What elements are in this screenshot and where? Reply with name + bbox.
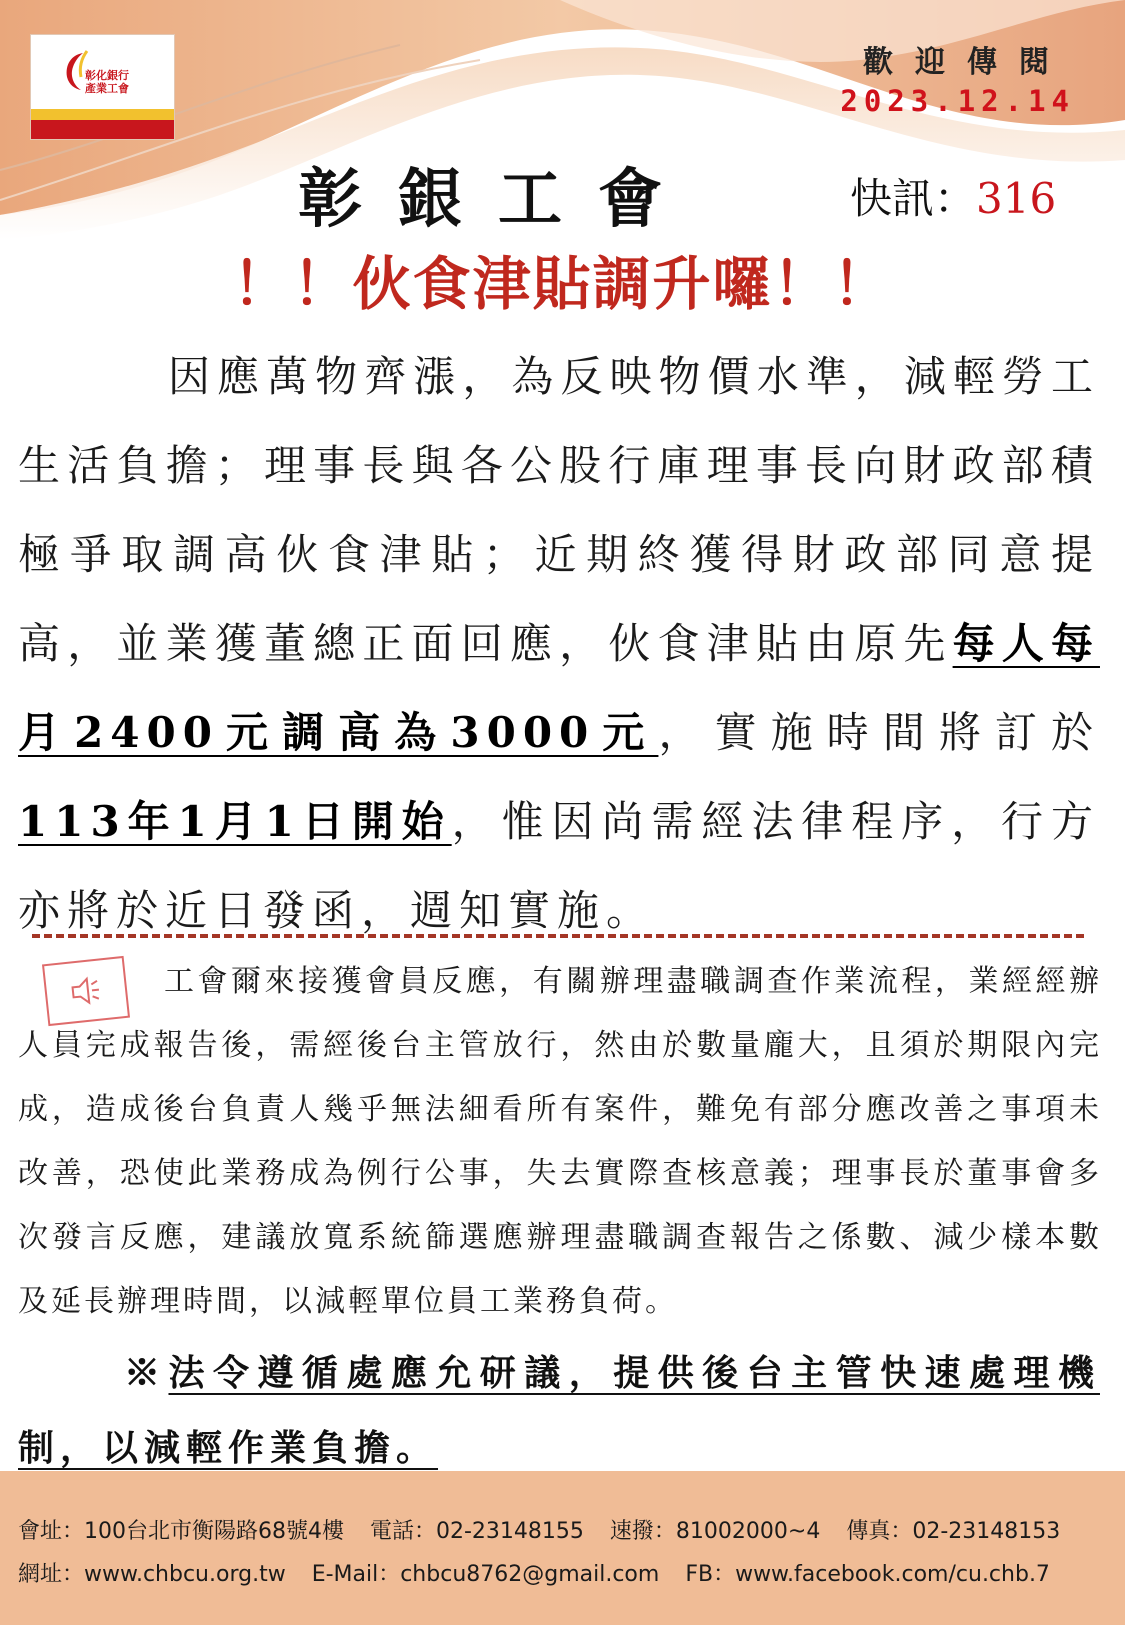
main-paragraph xyxy=(18,332,1100,955)
issue-date: 2023.12.14 xyxy=(840,84,1075,118)
footer-website[interactable]: 網址：www.chbcu.org.tw xyxy=(18,1562,286,1587)
secondary-paragraph: 工會爾來接獲會員反應，有關辦理盡職調查作業流程，業經經辦人員完成報告後，需經後台主管放行，然由於數量龐大，且須於期限內完成，造成後台負責人幾乎無法細看所有案件，難免有部分應改善之事項未改善，恐使此業務成為例行公事，失去實際查核意義；理事長於董事會多次發言反應，建議放寬系統篩選應辦理盡職調查報告之係數、減少樣本數及延長辦理時間，以減輕單位員工業務負荷。 xyxy=(18,964,1102,1319)
main-article xyxy=(18,332,1100,955)
footer-address: 會址：100台北市衡陽路68號4樓 xyxy=(18,1519,344,1544)
logo-text-line2: 產業工會 xyxy=(85,82,129,95)
issue-number: 316 xyxy=(976,174,1057,223)
main-text-part3: ，惟因尚需經法律程序，行方亦將於近日發函，週知實施。 xyxy=(18,797,1100,935)
page-title: 彰銀工會 xyxy=(298,162,698,237)
start-date-highlight: 113年1月1日開始 xyxy=(18,797,452,846)
logo-stripe-yellow xyxy=(31,109,174,120)
headline: ！！伙食津貼調升囉！！ xyxy=(232,250,893,318)
footer xyxy=(0,1471,1125,1625)
note-mark: ※ xyxy=(124,1352,169,1394)
footer-phone: 電話：02-23148155 xyxy=(369,1519,584,1544)
logo-stripe-red xyxy=(31,120,174,139)
note-text: 法令遵循處應允研議，提供後台主管快速處理機制，以減輕作業負擔。 xyxy=(18,1352,1100,1469)
allowance-amount-highlight: 每人每月2400元調高為3000元 xyxy=(18,619,1100,757)
footer-fax: 傳真：02-23148153 xyxy=(846,1519,1061,1544)
footer-line-online xyxy=(18,1557,1050,1588)
main-text-part2: ，實施時間將訂於 xyxy=(658,708,1100,757)
union-logo xyxy=(31,35,174,139)
footer-line-contact xyxy=(18,1514,1060,1545)
logo-text-line1: 彰化銀行 xyxy=(85,69,129,82)
issue-badge xyxy=(850,166,1056,226)
secondary-article xyxy=(18,950,1102,1334)
conclusion-note xyxy=(18,1336,1100,1486)
footer-speed-dial: 速撥：81002000~4 xyxy=(609,1519,821,1544)
footer-email[interactable]: E-Mail：chbcu8762@gmail.com xyxy=(311,1562,660,1587)
footer-facebook[interactable]: FB：www.facebook.com/cu.chb.7 xyxy=(685,1562,1050,1587)
main-text-part1: 因應萬物齊漲，為反映物價水準，減輕勞工生活負擔；理事長與各公股行庫理事長向財政部積極爭取調高伙食津貼；近期終獲得財政部同意提高，並業獲董總正面回應，伙食津貼由原先 xyxy=(18,352,1100,668)
dashed-separator xyxy=(32,934,1084,938)
welcome-text: 歡迎傳閱 xyxy=(863,45,1071,80)
issue-label: 快訊： xyxy=(850,174,977,223)
